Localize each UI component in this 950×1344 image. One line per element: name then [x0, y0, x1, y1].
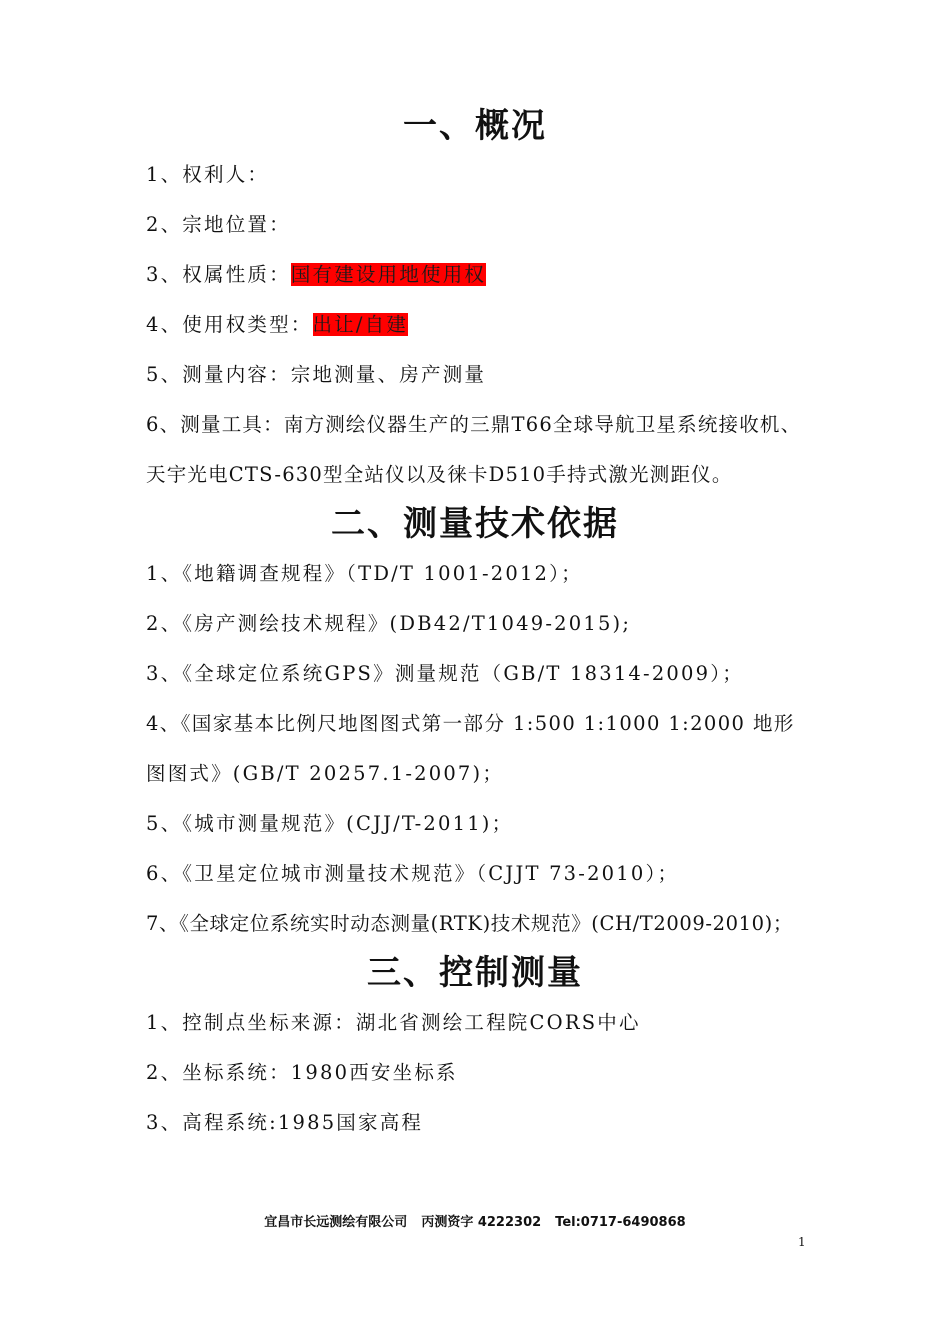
standard-line-5: 5、《城市测量规范》(CJJ/T-2011)；: [146, 812, 514, 835]
standard-line-1: 1、《地籍调查规程》（TD/T 1001-2012）；: [146, 562, 583, 585]
footer-company: 宜昌市长远测绘有限公司: [264, 1215, 408, 1230]
standard-line-6: 6、《卫星定位城市测量技术规范》（CJJT 73-2010）；: [146, 862, 680, 885]
control-source-line: 1、控制点坐标来源：湖北省测绘工程院CORS中心: [146, 1011, 641, 1034]
parcel-location-line: [146, 211, 291, 239]
survey-tools-line-2: 天宇光电CTS-630型全站仪以及徕卡D510手持式激光测距仪。: [146, 463, 733, 486]
section-heading-control-survey: 三、控制测量: [367, 953, 583, 993]
owner-label: 1、权利人：: [146, 163, 270, 186]
page-footer: [0, 1214, 950, 1232]
standard-line-4a: 4、《国家基本比例尺地图图式第一部分 1:500 1:1000 1:2000 地形: [146, 712, 795, 735]
standard-line-4b: 图图式》(GB/T 20257.1-2007)；: [146, 762, 505, 785]
standard-line-2: 2、《房产测绘技术规程》(DB42/T1049-2015);: [146, 612, 632, 635]
survey-content-line: [146, 361, 486, 389]
ownership-nature-label: 3、权属性质：: [146, 263, 291, 286]
footer-license: 丙测资字 4222302: [421, 1215, 542, 1230]
coordinate-system-line: 2、坐标系统：1980西安坐标系: [146, 1061, 458, 1084]
page-number: 1: [798, 1235, 806, 1249]
standard-line-7: 7、《全球定位系统实时动态测量(RTK)技术规范》(CH/T2009-2010)；: [146, 912, 793, 935]
parcel-location-label: 2、宗地位置：: [146, 213, 291, 236]
ownership-nature-line: [146, 261, 486, 289]
right-type-label: 4、使用权类型：: [146, 313, 313, 336]
section-heading-technical-basis: 二、测量技术依据: [331, 504, 619, 544]
survey-content-text: 5、测量内容：宗地测量、房产测量: [146, 363, 487, 386]
right-type-value: 出让/自建: [312, 313, 409, 336]
ownership-nature-value: 国有建设用地使用权: [290, 263, 487, 286]
section-heading-overview: 一、概况: [403, 106, 547, 146]
footer-tel: Tel:0717-6490868: [555, 1215, 686, 1230]
survey-tools-line-1: 6、测量工具：南方测绘仪器生产的三鼎T66全球导航卫星系统接收机、: [146, 413, 802, 436]
elevation-system-line: 3、高程系统:1985国家高程: [146, 1111, 424, 1134]
right-type-line: [146, 311, 408, 339]
standard-line-3: 3、《全球定位系统GPS》测量规范（GB/T 18314-2009）；: [146, 662, 744, 685]
owner-line: [146, 161, 269, 189]
